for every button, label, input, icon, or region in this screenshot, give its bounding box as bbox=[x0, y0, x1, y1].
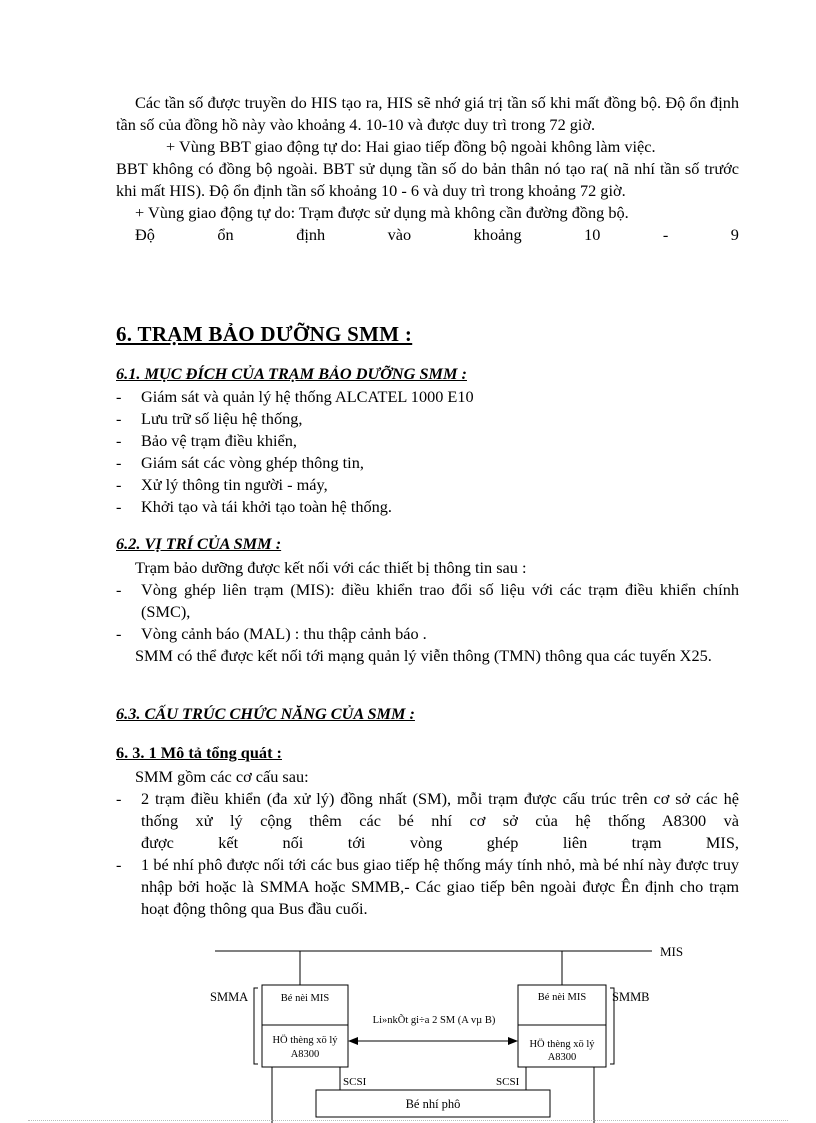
list-item: - 2 trạm điều khiển (đa xử lý) đồng nhất (SM), mỗi trạm được cấu trúc trên cơ sở các hệ thống xử lý cộng thêm các bé nhí cơ sở của hệ thống A8300 và được kết nối tới vòng ghép liên trạm MIS, bbox=[116, 789, 739, 852]
smmb-label: SMMB bbox=[612, 990, 650, 1004]
link-label: Li»nkÕt gi÷a 2 SM (A vµ B) bbox=[372, 1015, 496, 1026]
intro-paragraph-2: + Vùng BBT giao động tự do: Hai giao tiếp đồng bộ ngoài không làm việc. bbox=[166, 137, 656, 156]
scsi-right-label: SCSI bbox=[496, 1076, 520, 1088]
left-mis-memory-box bbox=[262, 985, 348, 1025]
section-6-1-heading: 6.1. MỤC ĐÍCH CỦA TRẠM BẢO DƯỠNG SMM : bbox=[116, 364, 467, 383]
section-6-3-1-intro: SMM gồm các cơ cấu sau: bbox=[135, 767, 309, 786]
left-cpu-label-2: A8300 bbox=[290, 1049, 320, 1060]
mis-label: MIS bbox=[660, 944, 684, 959]
list-item: - Bảo vệ trạm điều khiển, bbox=[116, 431, 297, 450]
section-6-3-1-heading: 6. 3. 1 Mô tả tổng quát : bbox=[116, 743, 282, 762]
intro-paragraph-3: BBT không có đồng bộ ngoài. BBT sử dụng tần số do bản thân nó tạo ra( nã nhí tần số trước khi mất HIS). Độ ổn định tần số khoảng 10 - 6 và duy trì trong khoảng 72 giờ. bbox=[116, 159, 739, 200]
list-item: - Giám sát các vòng ghép thông tin, bbox=[116, 453, 364, 472]
intro-paragraph-4: + Vùng giao động tự do: Trạm được sử dụng mà không cần đường đồng bộ. bbox=[135, 203, 629, 222]
section-6-2-intro: Trạm bảo dưỡng được kết nối với các thiết bị thông tin sau : bbox=[135, 558, 527, 577]
intro-paragraph-1: Các tần số được truyền do HIS tạo ra, HIS sẽ nhớ giá trị tần số khi mất đồng bộ. Độ ổn định tần số của đồng hồ này vào khoảng 4. 10-10 và được duy trì trong 72 giờ. bbox=[116, 93, 739, 134]
page-footer-divider bbox=[28, 1120, 788, 1121]
right-cpu-label-2: A8300 bbox=[547, 1052, 577, 1063]
section-6-2-outro: SMM có thể được kết nối tới mạng quản lý viễn thông (TMN) thông qua các tuyến X25. bbox=[135, 646, 712, 665]
right-mis-memory-box bbox=[518, 985, 606, 1025]
list-item: - Vòng cảnh báo (MAL) : thu thập cảnh báo . bbox=[116, 624, 427, 643]
scsi-left-label: SCSI bbox=[343, 1076, 367, 1088]
aux-storage-label: Bé nhí phô bbox=[405, 1097, 461, 1111]
word: Độ bbox=[135, 225, 155, 244]
link-arrow-left-icon bbox=[348, 1037, 358, 1045]
link-arrow-right-icon bbox=[508, 1037, 518, 1045]
section-6-2-heading: 6.2. VỊ TRÍ CỦA SMM : bbox=[116, 534, 282, 553]
justified-line: được kết nối tới vòng ghép liên trạm MIS, bbox=[141, 833, 739, 852]
smma-bracket bbox=[254, 988, 258, 1064]
left-mem-label: Bé nèi MIS bbox=[280, 993, 330, 1004]
word: định bbox=[296, 225, 326, 244]
section-6-heading: 6. TRẠM BẢO DƯỠNG SMM : bbox=[116, 322, 413, 346]
word: vào bbox=[387, 225, 412, 244]
word: ổn bbox=[217, 225, 234, 244]
left-cpu-label-1: HÖ thèng xö lý bbox=[272, 1035, 338, 1046]
section-6-3-heading: 6.3. CẤU TRÚC CHỨC NĂNG CỦA SMM : bbox=[116, 704, 415, 723]
left-cpu-box bbox=[262, 1025, 348, 1067]
list-item: - Khởi tạo và tái khởi tạo toàn hệ thống. bbox=[116, 497, 392, 516]
word: - bbox=[662, 225, 669, 244]
word: 9 bbox=[730, 225, 739, 244]
word: khoảng bbox=[473, 225, 522, 244]
smma-label: SMMA bbox=[210, 990, 249, 1004]
right-cpu-label-1: HÖ thèng xö lý bbox=[529, 1039, 595, 1050]
list-item: - Vòng ghép liên trạm (MIS): điều khiển trao đổi số liệu với các trạm điều khiển chính (SMC), bbox=[116, 580, 739, 621]
list-item: - Xử lý thông tin người - máy, bbox=[116, 475, 328, 494]
list-item: - Lưu trữ số liệu hệ thống, bbox=[116, 409, 303, 428]
list-item: - Giám sát và quản lý hệ thống ALCATEL 1000 E10 bbox=[116, 387, 474, 406]
list-item: - 1 bé nhí phô được nối tới các bus giao tiếp hệ thống máy tính nhỏ, mà bé nhí này được truy nhập bởi hoặc là SMMA hoặc SMMB,- Các giao tiếp bên ngoài được Ên định cho trạm hoạt động thông qua Bus đầu cuối. bbox=[116, 855, 739, 918]
right-mem-label: Bé nèi MIS bbox=[537, 992, 587, 1003]
word: 10 bbox=[584, 225, 601, 244]
